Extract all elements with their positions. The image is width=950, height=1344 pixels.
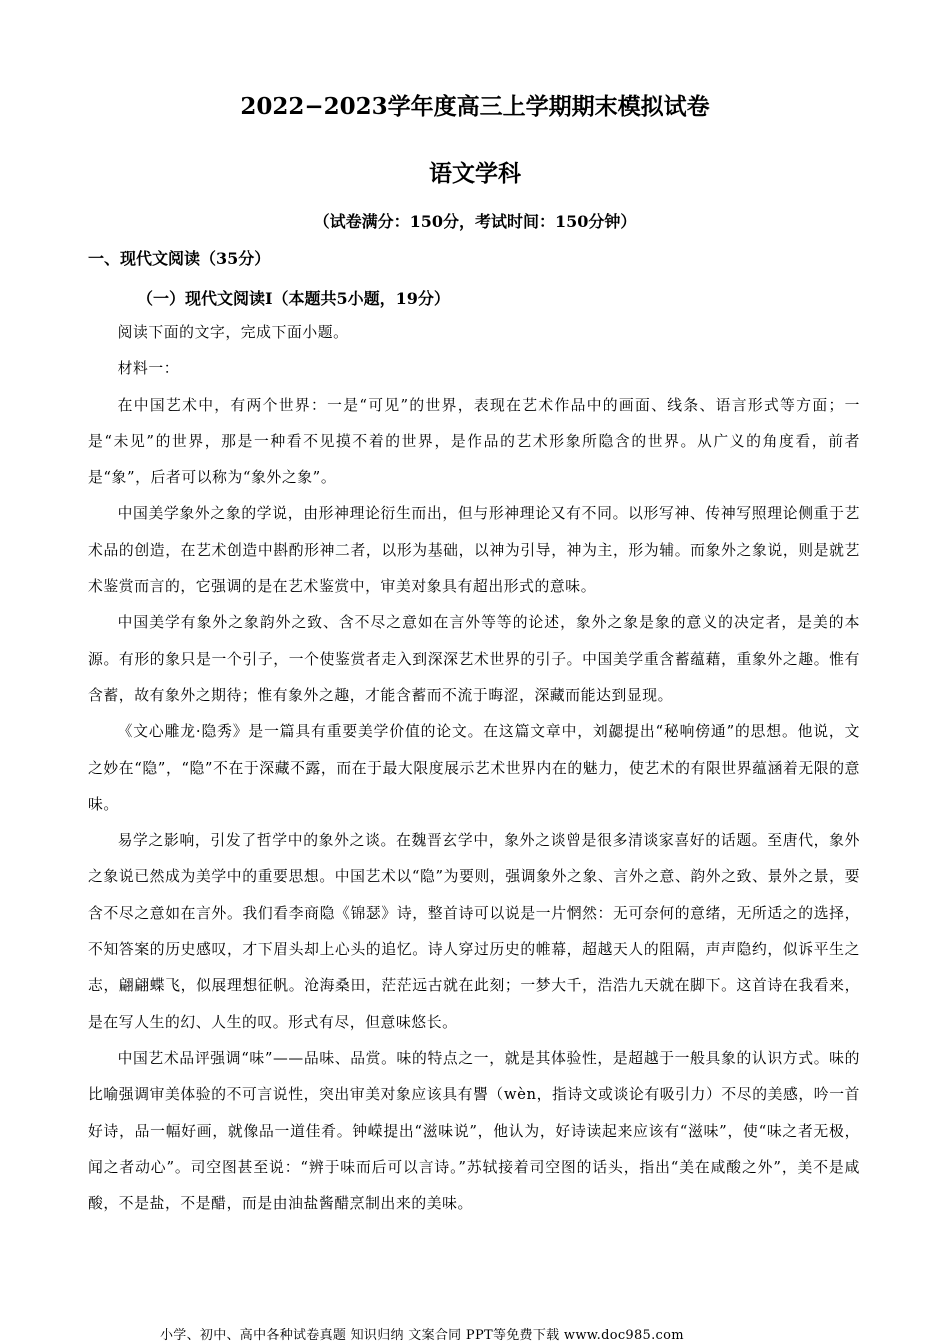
instructions: 阅读下面的文字，完成下面小题。 xyxy=(117,324,349,341)
material-label: 材料一： xyxy=(117,360,180,378)
exam-title: 2022−2023学年度高三上学期期末模拟试卷 xyxy=(240,93,710,120)
paragraph: 中国美学有象外之象韵外之致、含不尽之意如在言外等等的论述，象外之象是象的意义的决定者，是美的本源。有形的象只是一个引子，一个使鉴赏者走入到深深艺术世界的引子。中国美学重含蓄蕴藉，重象外之趣。惟有含蓄，故有象外之期待；惟有象外之趣，才能含蓄而不流于晦涩，深藏而能达到显现。 xyxy=(88,614,860,704)
paragraph: 中国艺术品评强调“味”——品味、品赏。味的特点之一，就是其体验性，是超越于一般具象的认识方式。味的比喻强调审美体验的不可言说性，突出审美对象应该具有譻（wèn，指诗文或谈论有吸引力）不尽的美感，吟一首好诗，品一幅好画，就像品一道佳肴。钟嵘提出“滋味说”，他认为，好诗读起来应该有“滋味”，使“味之者无极，闻之者动心”。司空图甚至说：“辨于味而后可以言诗。”苏轼接着司空图的话头，指出“美在咸酸之外”，美不是咸酸，不是盐，不是醋，而是由油盐酱醋烹制出来的美味。 xyxy=(88,1049,860,1213)
paragraph: 在中国艺术中，有两个世界：一是“可见”的世界，表现在艺术作品中的画面、线条、语言形式等方面；一是“未见”的世界，那是一种看不见摸不着的世界，是作品的艺术形象所隐含的世界。从广义的角度看，前者是“象”，后者可以称为“象外之象”。 xyxy=(88,396,860,487)
exam-info: （试卷满分：150分，考试时间：150分钟） xyxy=(313,212,637,231)
subsection-heading: （一）现代文阅读Ⅰ（本题共5小题，19分） xyxy=(137,289,450,308)
footer-text: 小学、初中、高中各种试卷真题 知识归纳 文案合同 PPT等免费下载 www.doc985.com xyxy=(160,1328,684,1343)
paragraph: 易学之影响，引发了哲学中的象外之谈。在魏晋玄学中，象外之谈曾是很多清谈家喜好的话题。至唐代，象外之象说已然成为美学中的重要思想。中国艺术以“隐”为要则，强调象外之象、言外之意、韵外之致、景外之景，要含不尽之意如在言外。我们看李商隐《锦瑟》诗，整首诗可以说是一片惘然：无可奈何的意绪，无所适之的选择，不知答案的历史感叹，才下眉头却上心头的追忆。诗人穿过历史的帷幕，超越天人的阻隔，声声隐约，似诉平生之志，翩翩蝶飞，似展理想征帆。沧海桑田，茫茫远古就在此刻；一梦大千，浩浩九天就在脚下。这首诗在我看来，是在写人生的幻、人生的叹。形式有尽，但意味悠长。 xyxy=(88,832,860,1031)
reading-passage xyxy=(88,315,860,1222)
section-heading: 一、现代文阅读（35分） xyxy=(88,249,271,268)
paragraph: 中国美学象外之象的学说，由形神理论衍生而出，但与形神理论又有不同。以形写神、传神写照理论侧重于艺术品的创造，在艺术创造中斟酌形神二者，以形为基础，以神为引导，神为主，形为辅。而象外之象说，则是就艺术鉴赏而言的，它强调的是在艺术鉴赏中，审美对象具有超出形式的意味。 xyxy=(88,505,860,596)
subject-title: 语文学科 xyxy=(429,160,521,187)
paragraph: 《文心雕龙·隐秀》是一篇具有重要美学价值的论文。在这篇文章中，刘勰提出“秘响傍通”的思想。他说，文之妙在“隐”，“隐”不在于深藏不露，而在于最大限度展示艺术世界内在的魅力，使艺术的有限世界蕴涵着无限的意味。 xyxy=(88,723,860,813)
